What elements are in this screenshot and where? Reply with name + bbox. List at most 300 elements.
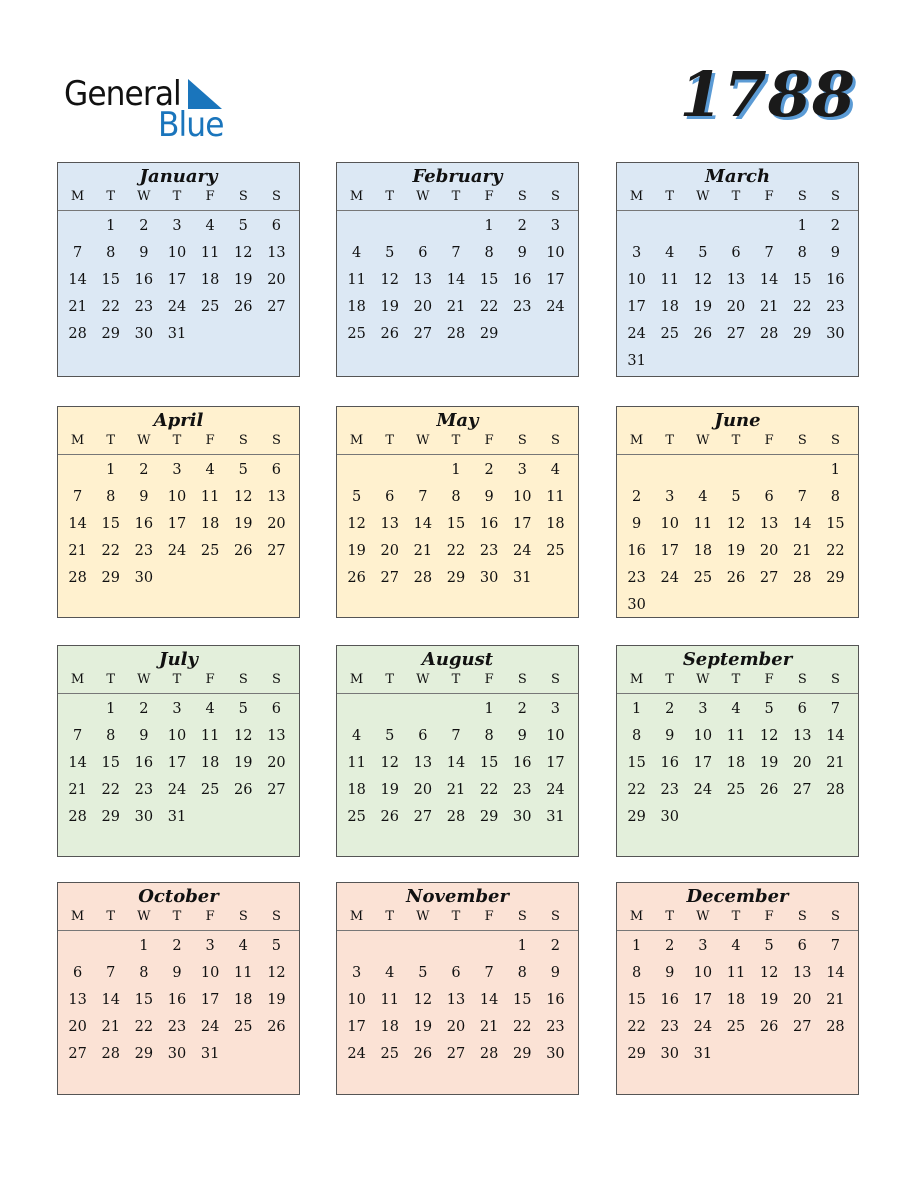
day-cell: 26 bbox=[380, 809, 399, 825]
day-cell: 22 bbox=[513, 1019, 532, 1035]
weekday-header-row bbox=[58, 671, 299, 694]
day-cell: 4 bbox=[698, 489, 708, 505]
month-november bbox=[336, 882, 579, 1095]
day-cell: 25 bbox=[546, 543, 565, 559]
day-cell: 15 bbox=[479, 272, 499, 288]
day-cell: 8 bbox=[106, 728, 116, 744]
weekday-header: F bbox=[484, 909, 494, 924]
day-grid bbox=[617, 455, 858, 619]
day-cell: 3 bbox=[665, 489, 675, 505]
day-cell: 6 bbox=[271, 462, 282, 478]
day-cell: 27 bbox=[267, 782, 286, 798]
day-cell: 9 bbox=[139, 489, 149, 505]
empty-day-cell bbox=[719, 213, 752, 240]
day-cell: 5 bbox=[238, 218, 248, 234]
day-cell: 26 bbox=[380, 326, 399, 342]
day-cell: 30 bbox=[826, 326, 845, 342]
day-cell: 28 bbox=[759, 326, 779, 342]
day-cell: 27 bbox=[726, 326, 746, 342]
weekday-header: S bbox=[550, 909, 560, 924]
empty-day-cell bbox=[61, 457, 94, 484]
day-grid bbox=[617, 931, 858, 1068]
weekday-header: T bbox=[451, 672, 461, 687]
day-cell: 7 bbox=[484, 965, 494, 981]
day-cell: 24 bbox=[167, 543, 187, 559]
day-cell: 15 bbox=[134, 992, 154, 1008]
day-cell: 3 bbox=[172, 701, 182, 717]
weekday-header: S bbox=[830, 909, 840, 924]
day-cell: 20 bbox=[793, 992, 812, 1008]
weekday-header: W bbox=[137, 433, 151, 448]
day-cell: 29 bbox=[101, 809, 120, 825]
day-cell: 20 bbox=[267, 516, 286, 532]
month-name: March bbox=[704, 166, 771, 187]
weekday-header: T bbox=[106, 189, 116, 204]
brand-logo bbox=[64, 74, 234, 144]
day-cell: 8 bbox=[106, 245, 116, 261]
day-cell: 1 bbox=[106, 218, 116, 234]
day-cell: 6 bbox=[451, 965, 461, 981]
day-cell: 14 bbox=[68, 272, 87, 288]
day-cell: 26 bbox=[413, 1046, 433, 1062]
day-cell: 9 bbox=[631, 516, 642, 532]
day-cell: 27 bbox=[413, 809, 433, 825]
day-cell: 24 bbox=[200, 1019, 220, 1035]
day-cell: 29 bbox=[793, 326, 812, 342]
day-cell: 17 bbox=[200, 992, 220, 1008]
day-cell: 12 bbox=[413, 992, 433, 1008]
day-cell: 6 bbox=[797, 701, 807, 717]
day-cell: 8 bbox=[451, 489, 461, 505]
day-cell: 10 bbox=[693, 965, 713, 981]
day-grid bbox=[58, 455, 299, 592]
day-cell: 25 bbox=[200, 543, 220, 559]
day-cell: 19 bbox=[234, 272, 253, 288]
day-cell: 21 bbox=[68, 543, 87, 559]
empty-day-cell bbox=[373, 457, 406, 484]
day-cell: 3 bbox=[550, 218, 561, 234]
day-cell: 22 bbox=[134, 1019, 154, 1035]
day-cell: 19 bbox=[234, 755, 253, 771]
day-cell: 24 bbox=[660, 570, 679, 586]
weekday-header-row bbox=[337, 908, 578, 931]
day-grid bbox=[337, 211, 578, 348]
logo-word-blue: Blue bbox=[158, 105, 224, 145]
day-cell: 10 bbox=[167, 489, 187, 505]
day-cell: 13 bbox=[380, 516, 399, 532]
day-cell: 14 bbox=[826, 965, 845, 981]
day-grid bbox=[617, 694, 858, 831]
weekday-header: M bbox=[629, 909, 644, 924]
weekday-header-row bbox=[617, 188, 858, 211]
day-cell: 23 bbox=[513, 782, 532, 798]
day-cell: 30 bbox=[660, 1046, 679, 1062]
day-cell: 8 bbox=[631, 965, 642, 981]
day-cell: 28 bbox=[101, 1046, 120, 1062]
weekday-header: S bbox=[238, 433, 248, 448]
day-cell: 8 bbox=[631, 728, 642, 744]
month-name: January bbox=[139, 166, 218, 187]
weekday-header: S bbox=[830, 672, 840, 687]
weekday-header: S bbox=[238, 189, 248, 204]
weekday-header: T bbox=[731, 672, 741, 687]
weekday-header: S bbox=[517, 672, 527, 687]
day-cell: 19 bbox=[759, 992, 779, 1008]
weekday-header: S bbox=[550, 433, 560, 448]
day-grid bbox=[58, 931, 299, 1068]
day-cell: 30 bbox=[479, 570, 499, 586]
weekday-header-row bbox=[58, 188, 299, 211]
weekday-header: S bbox=[797, 433, 807, 448]
weekday-header: F bbox=[764, 909, 774, 924]
day-cell: 25 bbox=[347, 326, 366, 342]
day-cell: 5 bbox=[698, 245, 708, 261]
day-cell: 12 bbox=[759, 728, 779, 744]
weekday-header: M bbox=[629, 433, 644, 448]
day-cell: 2 bbox=[139, 218, 149, 234]
day-cell: 10 bbox=[546, 728, 565, 744]
day-cell: 17 bbox=[167, 516, 187, 532]
day-cell: 18 bbox=[660, 299, 679, 315]
day-cell: 29 bbox=[479, 809, 499, 825]
weekday-header: M bbox=[629, 672, 644, 687]
day-cell: 13 bbox=[267, 728, 286, 744]
day-cell: 5 bbox=[238, 462, 248, 478]
day-cell: 13 bbox=[413, 272, 433, 288]
weekday-header: T bbox=[731, 433, 741, 448]
day-cell: 12 bbox=[759, 965, 779, 981]
day-cell: 7 bbox=[451, 728, 461, 744]
weekday-header: F bbox=[205, 909, 215, 924]
weekday-header: T bbox=[451, 189, 461, 204]
day-cell: 21 bbox=[479, 1019, 499, 1035]
day-cell: 3 bbox=[205, 938, 215, 954]
day-cell: 22 bbox=[101, 299, 120, 315]
weekday-header-row bbox=[337, 188, 578, 211]
day-cell: 30 bbox=[134, 809, 154, 825]
day-cell: 14 bbox=[793, 516, 812, 532]
weekday-header: M bbox=[70, 672, 85, 687]
day-cell: 10 bbox=[546, 245, 565, 261]
day-cell: 18 bbox=[546, 516, 565, 532]
day-cell: 30 bbox=[134, 326, 154, 342]
day-cell: 17 bbox=[167, 755, 187, 771]
day-cell: 14 bbox=[759, 272, 779, 288]
day-cell: 15 bbox=[101, 755, 120, 771]
day-cell: 13 bbox=[759, 516, 779, 532]
day-cell: 9 bbox=[517, 728, 527, 744]
day-cell: 4 bbox=[351, 728, 362, 744]
day-cell: 4 bbox=[385, 965, 395, 981]
month-name: May bbox=[436, 410, 479, 431]
empty-day-cell bbox=[686, 457, 719, 484]
weekday-header: T bbox=[665, 189, 675, 204]
day-cell: 22 bbox=[627, 1019, 646, 1035]
weekday-header: S bbox=[797, 189, 807, 204]
empty-day-cell bbox=[620, 213, 653, 240]
day-cell: 13 bbox=[267, 489, 286, 505]
day-cell: 18 bbox=[234, 992, 253, 1008]
day-cell: 20 bbox=[793, 755, 812, 771]
day-cell: 21 bbox=[759, 299, 779, 315]
day-cell: 19 bbox=[413, 1019, 433, 1035]
weekday-header: T bbox=[385, 189, 395, 204]
day-cell: 26 bbox=[267, 1019, 286, 1035]
weekday-header: F bbox=[205, 672, 215, 687]
day-cell: 4 bbox=[351, 245, 362, 261]
weekday-header: S bbox=[271, 433, 281, 448]
day-cell: 14 bbox=[101, 992, 120, 1008]
day-cell: 3 bbox=[698, 938, 708, 954]
empty-day-cell bbox=[340, 213, 373, 240]
day-cell: 25 bbox=[234, 1019, 253, 1035]
day-cell: 10 bbox=[513, 489, 532, 505]
day-cell: 5 bbox=[764, 701, 774, 717]
day-cell: 14 bbox=[826, 728, 845, 744]
day-cell: 10 bbox=[167, 728, 187, 744]
day-cell: 6 bbox=[385, 489, 395, 505]
day-cell: 29 bbox=[513, 1046, 532, 1062]
weekday-header: F bbox=[205, 433, 215, 448]
weekday-header: W bbox=[696, 433, 710, 448]
day-cell: 28 bbox=[68, 570, 87, 586]
empty-day-cell bbox=[753, 457, 786, 484]
empty-day-cell bbox=[786, 457, 819, 484]
empty-day-cell bbox=[439, 213, 472, 240]
day-cell: 9 bbox=[830, 245, 841, 261]
day-cell: 10 bbox=[693, 728, 713, 744]
day-cell: 8 bbox=[517, 965, 527, 981]
day-cell: 5 bbox=[271, 938, 282, 954]
day-cell: 26 bbox=[726, 570, 746, 586]
day-cell: 28 bbox=[413, 570, 433, 586]
weekday-header: M bbox=[70, 909, 85, 924]
weekday-header: F bbox=[484, 433, 494, 448]
day-cell: 8 bbox=[484, 245, 494, 261]
day-cell: 9 bbox=[665, 728, 675, 744]
day-cell: 13 bbox=[68, 992, 87, 1008]
day-cell: 19 bbox=[693, 299, 713, 315]
day-cell: 30 bbox=[546, 1046, 565, 1062]
empty-day-cell bbox=[406, 213, 439, 240]
weekday-header: S bbox=[271, 672, 281, 687]
day-cell: 11 bbox=[347, 272, 366, 288]
day-cell: 17 bbox=[546, 272, 565, 288]
weekday-header: T bbox=[106, 672, 116, 687]
day-cell: 15 bbox=[479, 755, 499, 771]
day-cell: 4 bbox=[205, 218, 215, 234]
day-cell: 20 bbox=[413, 299, 433, 315]
day-cell: 16 bbox=[546, 992, 565, 1008]
day-cell: 11 bbox=[693, 516, 713, 532]
weekday-header: T bbox=[172, 909, 182, 924]
month-march bbox=[616, 162, 859, 377]
day-cell: 9 bbox=[139, 728, 149, 744]
empty-day-cell bbox=[373, 696, 406, 723]
day-cell: 5 bbox=[238, 701, 248, 717]
day-cell: 27 bbox=[446, 1046, 466, 1062]
day-cell: 27 bbox=[380, 570, 399, 586]
weekday-header: T bbox=[665, 672, 675, 687]
weekday-header: F bbox=[764, 672, 774, 687]
day-cell: 20 bbox=[413, 782, 433, 798]
day-cell: 23 bbox=[134, 782, 154, 798]
day-cell: 29 bbox=[627, 809, 646, 825]
day-cell: 17 bbox=[167, 272, 187, 288]
day-cell: 14 bbox=[68, 516, 87, 532]
day-cell: 28 bbox=[479, 1046, 499, 1062]
day-cell: 23 bbox=[134, 299, 154, 315]
day-cell: 29 bbox=[826, 570, 845, 586]
day-cell: 17 bbox=[347, 1019, 366, 1035]
day-cell: 25 bbox=[200, 782, 220, 798]
day-cell: 8 bbox=[830, 489, 841, 505]
month-name: February bbox=[412, 166, 503, 187]
weekday-header: W bbox=[696, 672, 710, 687]
weekday-header: F bbox=[484, 189, 494, 204]
empty-day-cell bbox=[653, 213, 686, 240]
day-cell: 30 bbox=[660, 809, 679, 825]
day-cell: 10 bbox=[200, 965, 220, 981]
empty-day-cell bbox=[340, 933, 373, 960]
day-cell: 26 bbox=[234, 299, 253, 315]
day-cell: 28 bbox=[68, 809, 87, 825]
day-cell: 7 bbox=[451, 245, 461, 261]
day-cell: 22 bbox=[101, 543, 120, 559]
day-cell: 18 bbox=[200, 272, 220, 288]
day-cell: 25 bbox=[660, 326, 679, 342]
empty-day-cell bbox=[719, 457, 752, 484]
day-cell: 31 bbox=[167, 326, 187, 342]
empty-day-cell bbox=[439, 933, 472, 960]
day-cell: 25 bbox=[726, 1019, 746, 1035]
day-cell: 13 bbox=[413, 755, 433, 771]
weekday-header-row bbox=[337, 671, 578, 694]
weekday-header: S bbox=[238, 909, 248, 924]
day-cell: 5 bbox=[351, 489, 362, 505]
day-cell: 16 bbox=[134, 516, 154, 532]
day-cell: 3 bbox=[631, 245, 642, 261]
day-cell: 13 bbox=[726, 272, 746, 288]
day-cell: 28 bbox=[826, 782, 845, 798]
day-cell: 15 bbox=[101, 272, 120, 288]
day-cell: 22 bbox=[793, 299, 812, 315]
weekday-header: T bbox=[385, 672, 395, 687]
day-cell: 29 bbox=[479, 326, 499, 342]
day-cell: 27 bbox=[267, 543, 286, 559]
day-cell: 14 bbox=[413, 516, 433, 532]
weekday-header: M bbox=[349, 433, 364, 448]
day-cell: 21 bbox=[68, 782, 87, 798]
day-cell: 23 bbox=[660, 1019, 679, 1035]
day-cell: 29 bbox=[101, 326, 120, 342]
weekday-header: T bbox=[385, 909, 395, 924]
day-cell: 16 bbox=[627, 543, 646, 559]
day-cell: 29 bbox=[446, 570, 466, 586]
day-cell: 2 bbox=[517, 218, 527, 234]
weekday-header: W bbox=[137, 672, 151, 687]
day-cell: 4 bbox=[731, 938, 741, 954]
weekday-header: M bbox=[70, 189, 85, 204]
day-cell: 11 bbox=[347, 755, 366, 771]
day-cell: 9 bbox=[665, 965, 675, 981]
day-cell: 8 bbox=[484, 728, 494, 744]
day-cell: 19 bbox=[759, 755, 779, 771]
day-cell: 16 bbox=[513, 272, 532, 288]
day-cell: 28 bbox=[793, 570, 812, 586]
month-name: October bbox=[138, 886, 219, 907]
day-cell: 13 bbox=[793, 965, 812, 981]
day-cell: 15 bbox=[446, 516, 466, 532]
day-cell: 23 bbox=[479, 543, 499, 559]
day-cell: 1 bbox=[797, 218, 807, 234]
weekday-header: W bbox=[416, 189, 430, 204]
day-cell: 27 bbox=[793, 782, 812, 798]
day-cell: 4 bbox=[238, 938, 248, 954]
day-cell: 7 bbox=[418, 489, 428, 505]
day-cell: 20 bbox=[267, 755, 286, 771]
day-cell: 1 bbox=[484, 218, 494, 234]
day-cell: 23 bbox=[660, 782, 679, 798]
day-cell: 16 bbox=[660, 755, 679, 771]
day-cell: 15 bbox=[826, 516, 845, 532]
day-cell: 23 bbox=[826, 299, 845, 315]
day-cell: 28 bbox=[68, 326, 87, 342]
day-cell: 28 bbox=[446, 809, 466, 825]
day-cell: 15 bbox=[627, 755, 646, 771]
day-cell: 16 bbox=[479, 516, 499, 532]
day-cell: 6 bbox=[72, 965, 83, 981]
day-cell: 21 bbox=[413, 543, 433, 559]
day-cell: 11 bbox=[660, 272, 679, 288]
weekday-header: F bbox=[205, 189, 215, 204]
weekday-header: S bbox=[830, 433, 840, 448]
month-june bbox=[616, 406, 859, 618]
month-may bbox=[336, 406, 579, 618]
day-cell: 21 bbox=[793, 543, 812, 559]
day-cell: 14 bbox=[68, 755, 87, 771]
day-cell: 2 bbox=[665, 938, 675, 954]
day-cell: 23 bbox=[627, 570, 646, 586]
weekday-header: W bbox=[137, 189, 151, 204]
day-cell: 5 bbox=[385, 245, 395, 261]
day-cell: 31 bbox=[167, 809, 187, 825]
year-title: 1788 bbox=[679, 58, 856, 131]
empty-day-cell bbox=[94, 933, 127, 960]
day-cell: 5 bbox=[385, 728, 395, 744]
day-cell: 1 bbox=[830, 462, 841, 478]
day-cell: 7 bbox=[72, 728, 83, 744]
day-cell: 23 bbox=[167, 1019, 187, 1035]
month-october bbox=[57, 882, 300, 1095]
day-cell: 21 bbox=[826, 992, 845, 1008]
day-cell: 12 bbox=[380, 272, 399, 288]
day-cell: 25 bbox=[347, 809, 366, 825]
day-cell: 19 bbox=[347, 543, 366, 559]
day-cell: 25 bbox=[693, 570, 713, 586]
day-cell: 26 bbox=[234, 543, 253, 559]
weekday-header: S bbox=[517, 433, 527, 448]
day-cell: 26 bbox=[693, 326, 713, 342]
day-cell: 1 bbox=[106, 701, 116, 717]
weekday-header: S bbox=[550, 672, 560, 687]
day-cell: 8 bbox=[797, 245, 807, 261]
weekday-header: F bbox=[764, 189, 774, 204]
weekday-header: W bbox=[416, 672, 430, 687]
day-cell: 14 bbox=[446, 755, 466, 771]
day-cell: 27 bbox=[68, 1046, 87, 1062]
day-cell: 3 bbox=[172, 218, 182, 234]
